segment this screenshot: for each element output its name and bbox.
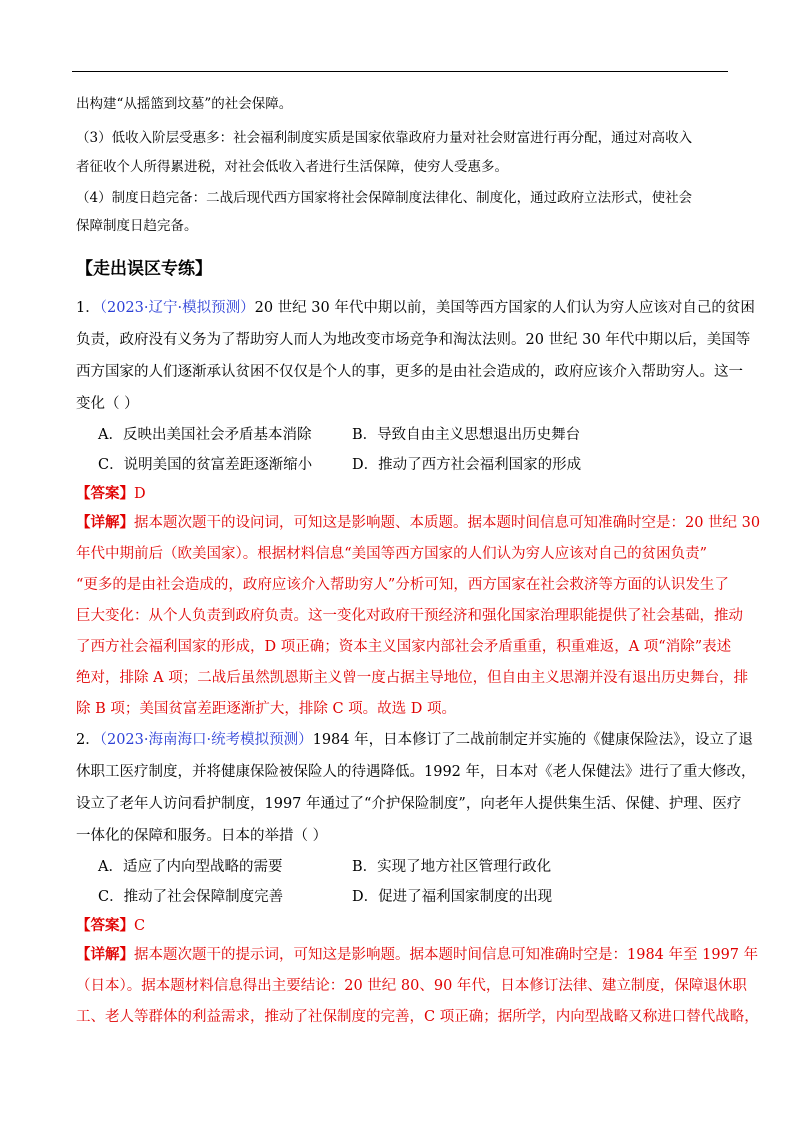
question-1-option-b[interactable]: B．导致自由主义思想退出历史舞台 — [352, 427, 581, 443]
question-1-stem-line4: 变化（ ） — [76, 396, 139, 412]
question-2-option-d[interactable]: D．促进了福利国家制度的出现 — [352, 889, 553, 905]
question-1-source: （2023·辽宁·模拟预测） — [99, 300, 255, 316]
header-rule — [72, 71, 728, 72]
intro-point-4-line2: 保障制度日趋完备。 — [76, 218, 198, 234]
question-1-detail-line2: 年代中期前后（欧美国家）。根据材料信息“美国等西方国家的人们认为穷人应该对自己的贫困负责” — [76, 546, 708, 562]
question-1-stem-line2: 负责，政府没有义务为了帮助穷人而人为地改变市场竞争和淘汰法则。20 世纪 30 年代中期以后，美国等 — [76, 332, 751, 348]
question-1-stem-line3: 西方国家的人们逐渐承认贫困不仅仅是个人的事，更多的是由社会造成的，政府应该介入帮助穷人。这一 — [76, 364, 743, 380]
question-1-detail-line3: “更多的是由社会造成的，政府应该介入帮助穷人”分析可知，西方国家在社会救济等方面的认识发生了 — [76, 577, 729, 593]
question-1-stem-line1 — [76, 298, 755, 318]
intro-line: 出构建“从摇篮到坟墓”的社会保障。 — [76, 96, 293, 112]
question-2-stem-line4: 一体化的保障和服务。日本的举措（ ） — [76, 828, 328, 844]
question-1-answer — [76, 484, 728, 504]
question-1-detail-line4: 巨大变化：从个人负责到政府负责。这一变化对政府干预经济和强化国家治理职能提供了社会基础，推动 — [76, 608, 743, 624]
question-1-answer-label: 【答案】 — [76, 485, 134, 502]
question-2-detail-line1 — [76, 945, 759, 965]
question-2-stem-line2: 休职工医疗制度，并将健康保险被保险人的待遇降低。1992 年，日本对《老人保健法》进行了重大修改， — [76, 764, 756, 780]
intro-point-3-line2: 者征收个人所得累进税，对社会低收入者进行生活保障，使穷人受惠多。 — [76, 159, 508, 175]
question-1-detail-line7: 除 B 项；美国贫富差距逐渐扩大，排除 C 项。故选 D 项。 — [76, 701, 457, 717]
question-1-number: 1． — [76, 300, 100, 316]
intro-point-4-line1: （4）制度日趋完备：二战后现代西方国家将社会保障制度法律化、制度化，通过政府立法形式，使社会 — [76, 190, 693, 206]
question-1-option-a[interactable]: A．反映出美国社会矛盾基本消除 — [98, 427, 312, 443]
section-title: 【走出误区专练】 — [76, 259, 212, 279]
question-2-answer-label: 【答案】 — [76, 917, 134, 934]
question-2-stem-line1 — [76, 730, 753, 750]
question-1-detail-line5: 了西方社会福利国家的形成，D 项正确；资本主义国家内部社会矛盾重重，积重难返，A 项“消除”表述 — [76, 639, 732, 655]
question-2-option-b[interactable]: B．实现了地方社区管理行政化 — [352, 859, 552, 875]
question-2-option-c[interactable]: C．推动了社会保障制度完善 — [98, 889, 284, 905]
question-2-option-a[interactable]: A．适应了内向型战略的需要 — [98, 859, 283, 875]
question-1-detail-line1 — [76, 513, 761, 533]
question-2-number: 2． — [76, 732, 100, 748]
question-2-source: （2023·海南海口·统考模拟预测） — [99, 732, 313, 748]
question-1-answer-value: D — [134, 486, 146, 502]
question-2-stem-text: 1984 年，日本修订了二战前制定并实施的《健康保险法》，设立了退 — [312, 732, 753, 748]
question-2-answer — [76, 916, 728, 936]
question-2-detail-label: 【详解】 — [76, 946, 134, 963]
question-2-detail-line2: （日本）。据本题材料信息得出主要结论：20 世纪 80、90 年代，日本修订法律、建立制度，保障退休职 — [76, 978, 747, 994]
question-2-answer-value: C — [134, 918, 146, 934]
question-1-detail-text: 据本题次题干的设问词，可知这是影响题、本质题。据本题时间信息可知准确时空是：20 世纪 30 — [134, 515, 761, 531]
intro-point-3-line1: （3）低收入阶层受惠多：社会福利制度实质是国家依靠政府力量对社会财富进行再分配，通过对高收入 — [76, 130, 693, 146]
question-2-stem-line3: 设立了老年人访问看护制度，1997 年通过了“介护保险制度”，向老年人提供集生活、保健、护理、医疗 — [76, 796, 742, 812]
question-1-option-d[interactable]: D．推动了西方社会福利国家的形成 — [352, 457, 582, 473]
question-1-detail-line6: 绝对，排除 A 项；二战后虽然凯恩斯主义曾一度占据主导地位，但自由主义思潮并没有退出历史舞台，排 — [76, 670, 749, 686]
question-1-option-c[interactable]: C．说明美国的贫富差距逐渐缩小 — [98, 457, 313, 473]
question-1-stem-text: 20 世纪 30 年代中期以前，美国等西方国家的人们认为穷人应该对自己的贫困 — [254, 300, 755, 316]
question-2-detail-text: 据本题次题干的提示词，可知这是影响题。据本题时间信息可知准确时空是：1984 年至 1997 年 — [134, 947, 759, 963]
question-1-detail-label: 【详解】 — [76, 514, 134, 531]
question-2-detail-line3: 工、老人等群体的利益需求，推动了社保制度的完善，C 项正确；据所学，内向型战略又称进口替代战略， — [76, 1009, 759, 1025]
